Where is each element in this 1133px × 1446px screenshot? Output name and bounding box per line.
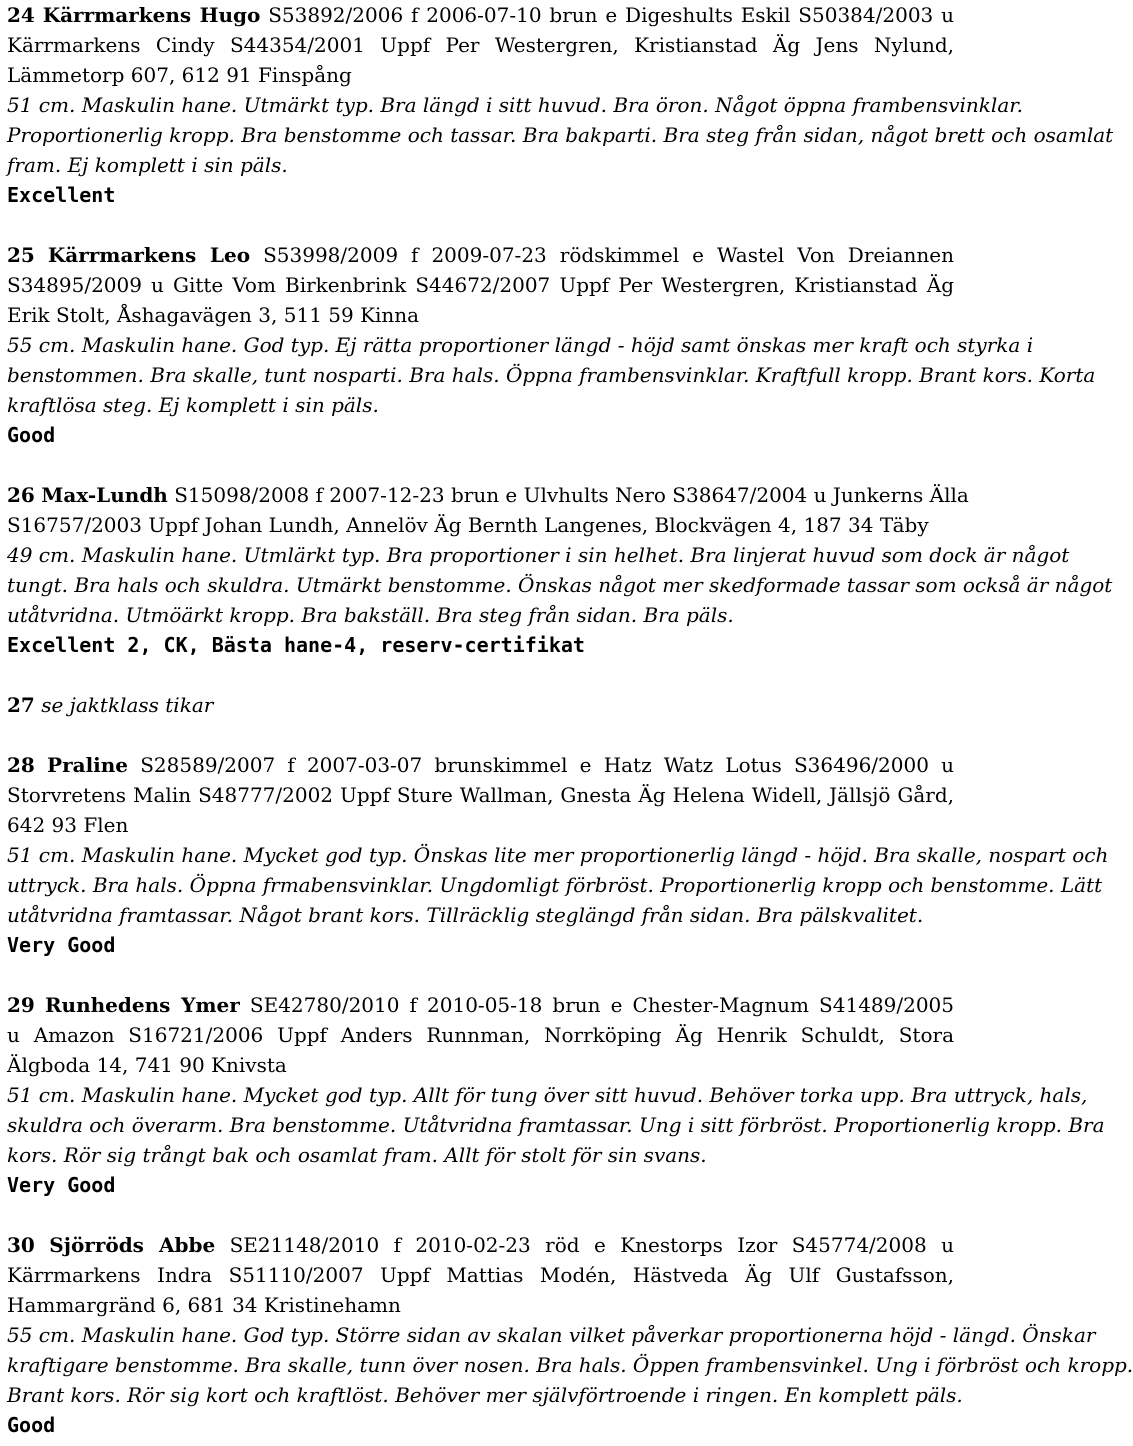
entry-number: 28	[7, 753, 35, 777]
dog-entry-25	[7, 240, 1096, 450]
pedigree-line: S34895/2009 u Gitte Vom Birkenbrink S44672/2007 Uppf Per Westergren, Kristianstad Äg	[7, 273, 954, 297]
entry-header-line	[7, 480, 969, 510]
pedigree-line: Kärrmarkens Cindy S44354/2001 Uppf Per Westergren, Kristianstad Äg Jens Nylund,	[7, 33, 954, 57]
class-reference: se jaktklass tikar	[41, 693, 214, 717]
owner-address-line: Älgboda 14, 741 90 Knivsta	[7, 1053, 287, 1077]
dog-entry-30	[7, 1230, 1133, 1440]
entry-header-line	[7, 240, 954, 270]
entry-header-line	[7, 690, 954, 720]
pedigree-line: u Amazon S16721/2006 Uppf Anders Runnman, Norrköping Äg Henrik Schuldt, Stora	[7, 1023, 954, 1047]
critique-line: utåtvridna. Utmöärkt kropp. Bra bakställ. Bra steg från sidan. Bra päls.	[7, 603, 734, 627]
entry-number: 30	[7, 1233, 35, 1257]
critique-line: 51 cm. Maskulin hane. Mycket god typ. Allt för tung över sitt huvud. Behöver torka upp. Bra uttryck, hals,	[7, 1083, 1088, 1107]
entry-header-line	[7, 0, 954, 30]
grade-text: Good	[7, 423, 56, 447]
grade-text: Excellent	[7, 183, 116, 207]
entry-number: 26	[7, 483, 35, 507]
dog-name: Sjörröds Abbe	[49, 1233, 216, 1257]
critique-line: kraftigare benstomme. Bra skalle, tunn över nosen. Bra hals. Öppen frambensvinkel. Ung i förbröst och kropp.	[7, 1353, 1133, 1377]
grade-text: Very Good	[7, 933, 116, 957]
entry-number: 25	[7, 243, 35, 267]
grade-text: Excellent 2, CK, Bästa hane-4, reserv-certifikat	[7, 633, 585, 657]
dog-entry-28	[7, 750, 1109, 960]
owner-address-line: 642 93 Flen	[7, 813, 129, 837]
registration-text: S15098/2008 f 2007-12-23 brun e Ulvhults Nero S38647/2004 u Junkerns Älla	[174, 483, 969, 507]
dog-name: Kärrmarkens Hugo	[42, 3, 261, 27]
entry-header-line	[7, 1230, 954, 1260]
dog-name: Praline	[47, 753, 129, 777]
dog-name: Runhedens Ymer	[44, 993, 240, 1017]
critique-line: benstommen. Bra skalle, tunt nosparti. Bra hals. Öppna frambensvinklar. Kraftfull kropp. Brant kors. Korta	[7, 363, 1096, 387]
entry-number: 27	[7, 693, 35, 717]
registration-text: S28589/2007 f 2007-03-07 brunskimmel e Hatz Watz Lotus S36496/2000 u	[140, 753, 955, 777]
critique-line: 55 cm. Maskulin hane. God typ. Större sidan av skalan vilket påverkar proportionerna höjd - längd. Önskar	[7, 1323, 1096, 1347]
critique-line: kraftlösa steg. Ej komplett i sin päls.	[7, 393, 379, 417]
entry-header-line	[7, 750, 954, 780]
dog-entry-26	[7, 480, 1113, 660]
critique-line: skuldra och överarm. Bra benstomme. Utåtvridna framtassar. Ung i sitt förbröst. Proportionerlig kropp. Bra	[7, 1113, 1105, 1137]
entry-header-line	[7, 990, 954, 1020]
owner-address-line: Hammargränd 6, 681 34 Kristinehamn	[7, 1293, 401, 1317]
critique-line: 51 cm. Maskulin hane. Utmärkt typ. Bra längd i sitt huvud. Bra öron. Något öppna frambensvinklar.	[7, 93, 1023, 117]
owner-address-line: Lämmetorp 607, 612 91 Finspång	[7, 63, 352, 87]
critique-line: 49 cm. Maskulin hane. Utmlärkt typ. Bra proportioner i sin helhet. Bra linjerat huvud som dock är något	[7, 543, 1070, 567]
critique-line: 51 cm. Maskulin hane. Mycket god typ. Önskas lite mer proportionerlig längd - höjd. Bra skalle, nospart och	[7, 843, 1109, 867]
grade-text: Very Good	[7, 1173, 116, 1197]
dog-entry-29	[7, 990, 1105, 1200]
registration-text: SE21148/2010 f 2010-02-23 röd e Knestorps Izor S45774/2008 u	[229, 1233, 954, 1257]
critique-line: Brant kors. Rör sig kort och kraftlöst. Behöver mer självförtroende i ringen. En komplett päls.	[7, 1383, 963, 1407]
registration-text: S53998/2009 f 2009-07-23 rödskimmel e Wastel Von Dreiannen	[263, 243, 955, 267]
pedigree-line: Storvretens Malin S48777/2002 Uppf Sture Wallman, Gnesta Äg Helena Widell, Jällsjö Gård,	[7, 783, 954, 807]
pedigree-line: Kärrmarkens Indra S51110/2007 Uppf Mattias Modén, Hästveda Äg Ulf Gustafsson,	[7, 1263, 954, 1287]
dog-name: Kärrmarkens Leo	[47, 243, 251, 267]
entry-number: 24	[7, 3, 35, 27]
entry-number: 29	[7, 993, 35, 1017]
critique-line: Proportionerlig kropp. Bra benstomme och tassar. Bra bakparti. Bra steg från sidan, något brett och osamlat	[7, 123, 1114, 147]
dog-entry-27	[7, 690, 954, 720]
dog-entry-24	[7, 0, 1114, 210]
critique-line: kors. Rör sig trångt bak och osamlat fram. Allt för stolt för sin svans.	[7, 1143, 707, 1167]
pedigree-line: S16757/2003 Uppf Johan Lundh, Annelöv Äg Bernth Langenes, Blockvägen 4, 187 34 Täby	[7, 513, 929, 537]
critique-line: 55 cm. Maskulin hane. God typ. Ej rätta proportioner längd - höjd samt önskas mer kraft och styrka i	[7, 333, 1034, 357]
critique-line: uttryck. Bra hals. Öppna frmabensvinklar. Ungdomligt förbröst. Proportionerlig kropp och benstomme. Lätt	[7, 873, 1103, 897]
critique-line: tungt. Bra hals och skuldra. Utmärkt benstomme. Önskas något mer skedformade tassar som också är något	[7, 573, 1113, 597]
owner-address-line: Erik Stolt, Åshagavägen 3, 511 59 Kinna	[7, 303, 420, 327]
registration-text: S53892/2006 f 2006-07-10 brun e Digeshults Eskil S50384/2003 u	[268, 3, 954, 27]
grade-text: Good	[7, 1413, 56, 1437]
dog-name: Max-Lundh	[41, 483, 168, 507]
registration-text: SE42780/2010 f 2010-05-18 brun e Chester-Magnum S41489/2005	[249, 993, 955, 1017]
critique-line: fram. Ej komplett i sin päls.	[7, 153, 288, 177]
critique-line: utåtvridna framtassar. Något brant kors. Tillräcklig steglängd från sidan. Bra pälskvalitet.	[7, 903, 924, 927]
